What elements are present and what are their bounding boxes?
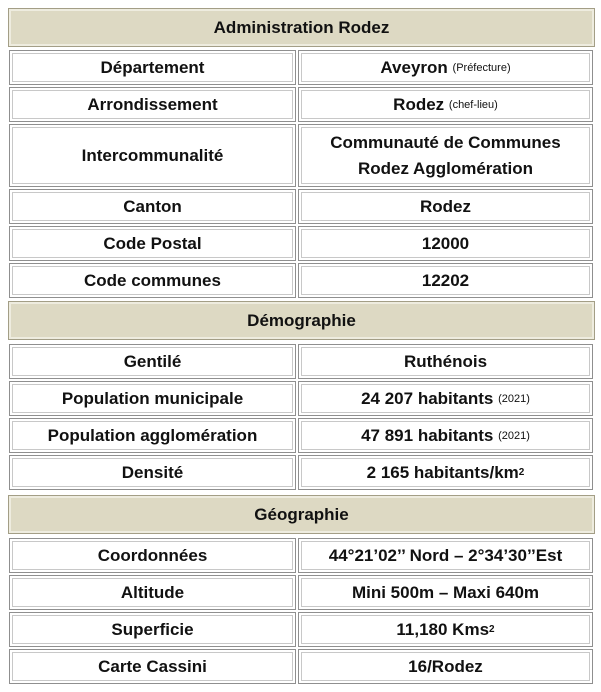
value-departement [298,50,593,85]
value-gentile [298,344,593,379]
value-text-line2: Rodez Agglomération [357,158,534,178]
value-text: 16/Rodez [408,656,483,676]
value-canton [298,189,593,224]
value-note: (chef-lieu) [448,98,498,111]
label-text: Superficie [111,619,194,639]
label-intercommunalite [9,124,296,187]
label-code-postal [9,226,296,261]
label-densite [9,455,296,490]
value-text: 44°21’02’’ Nord – 2°34’30’’Est [328,545,563,565]
label-text: Arrondissement [87,94,218,114]
section-title: Géographie [254,504,349,524]
value-note: (Préfecture) [452,61,511,74]
value-coordonnees [298,538,593,573]
value-superficie: 11,180 Kms 2 [298,612,593,647]
label-carte-cassini [9,649,296,684]
label-departement [9,50,296,85]
value-note: (2021) [498,429,530,442]
value-intercommunalite [298,124,593,187]
label-text: Code communes [84,270,221,290]
info-table [4,4,597,688]
section-header-demographie [8,301,595,340]
label-text: Population agglomération [47,425,258,445]
label-population-agglomeration [9,418,296,453]
value-text: Rodez [420,196,471,216]
label-text: Altitude [120,582,185,602]
label-text: Canton [123,196,182,216]
label-population-municipale [9,381,296,416]
value-text: 24 207 habitants [361,388,494,408]
value-carte-cassini [298,649,593,684]
value-text: 47 891 habitants [361,425,494,445]
value-text: 12202 [421,270,470,290]
label-text: Code Postal [103,233,202,253]
label-code-communes [9,263,296,298]
value-altitude [298,575,593,610]
label-text: Carte Cassini [98,656,207,676]
label-text: Département [100,57,205,77]
label-text: Coordonnées [97,545,208,565]
value-text: 11,180 Kms [396,619,490,639]
value-note: (2021) [498,392,530,405]
section-header-geographie [8,495,595,534]
section-title: Démographie [247,310,356,330]
value-arrondissement [298,87,593,122]
section-header-administration [8,8,595,47]
label-canton [9,189,296,224]
value-population-agglomeration [298,418,593,453]
value-text: Rodez [393,94,445,114]
label-superficie [9,612,296,647]
value-text: Mini 500m – Maxi 640m [351,582,540,602]
label-altitude [9,575,296,610]
label-text: Densité [121,462,184,482]
label-arrondissement [9,87,296,122]
value-text-line1: Communauté de Communes [330,132,561,152]
label-text: Intercommunalité [81,145,224,165]
value-population-municipale [298,381,593,416]
value-text: Ruthénois [403,351,488,371]
label-gentile [9,344,296,379]
label-coordonnees [9,538,296,573]
value-text: 12000 [421,233,470,253]
value-text: Aveyron [380,57,448,77]
section-title: Administration Rodez [213,17,390,37]
value-code-communes [298,263,593,298]
label-text: Population municipale [61,388,244,408]
value-text: 2 165 habitants/km [366,462,519,482]
value-densite: 2 165 habitants/km 2 [298,455,593,490]
value-code-postal [298,226,593,261]
label-text: Gentilé [123,351,182,371]
